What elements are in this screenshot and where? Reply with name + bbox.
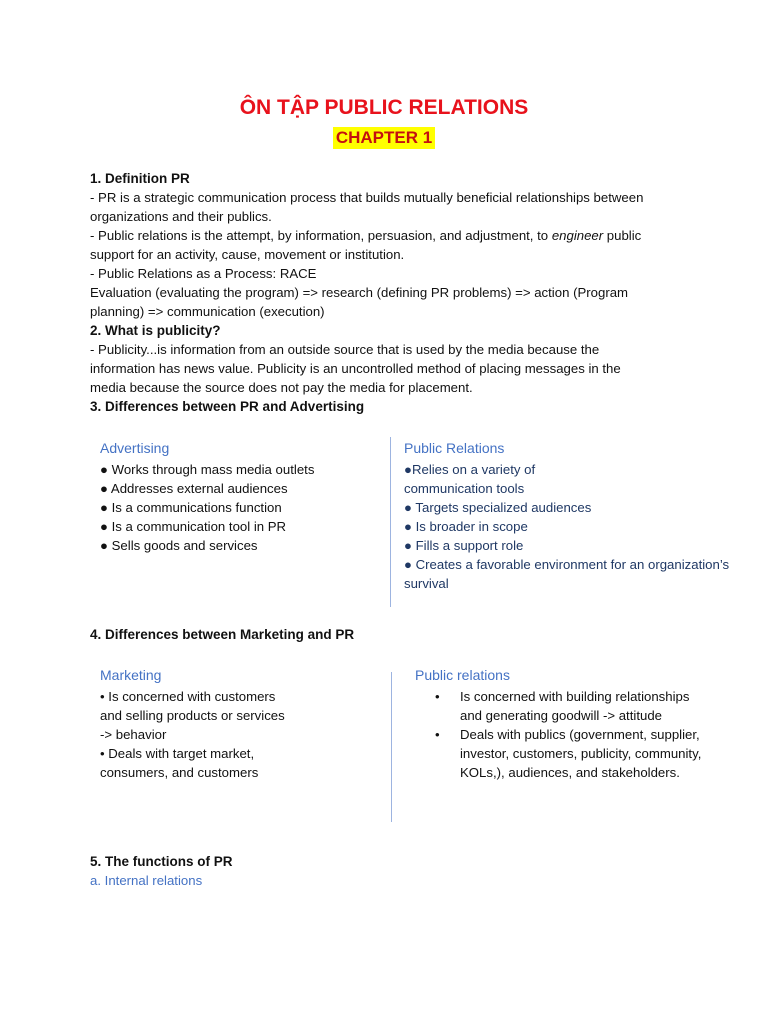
section-heading: 4. Differences between Marketing and PR <box>90 627 355 642</box>
list-item: ● Works through mass media outlets <box>100 462 315 477</box>
text-run: public <box>603 228 642 243</box>
public-relations-column <box>404 439 754 593</box>
bullet-line: investor, customers, publicity, community, <box>460 746 702 761</box>
list-item: ● Creates a favorable environment for an organization’s <box>404 557 730 572</box>
list-item: ● Addresses external audiences <box>100 481 288 496</box>
section-heading: 5. The functions of PR <box>90 854 233 869</box>
list-item: communication tools <box>404 481 525 496</box>
column-title: Public Relations <box>404 440 505 456</box>
bullet-line: • Deals with publics (government, supplier, <box>460 727 700 742</box>
list-item: • Is concerned with customers <box>100 689 276 704</box>
list-item: ● Is a communications function <box>100 500 282 515</box>
list-item: -> behavior <box>100 727 167 742</box>
list-item: ● Is a communication tool in PR <box>100 519 287 534</box>
paragraph-line: information has news value. Publicity is an uncontrolled method of placing messages in the <box>90 361 621 376</box>
bullet-line: KOLs,), audiences, and stakeholders. <box>460 765 680 780</box>
list-item: ● Sells goods and services <box>100 538 258 553</box>
paragraph-line: organizations and their publics. <box>90 209 272 224</box>
section-functions <box>90 852 690 890</box>
section-marketing-vs-pr <box>90 625 690 644</box>
chapter-label: CHAPTER 1 <box>333 127 435 149</box>
section-heading: 1. Definition PR <box>90 171 190 186</box>
column-divider <box>391 672 392 822</box>
paragraph-line: - Publicity...is information from an outside source that is used by the media because the <box>90 342 600 357</box>
list-item: ● Is broader in scope <box>404 519 528 534</box>
paragraph-line: support for an activity, cause, movement or institution. <box>90 247 405 262</box>
list-item: survival <box>404 576 449 591</box>
bullet-item <box>415 687 755 725</box>
paragraph-line: planning) => communication (execution) <box>90 304 325 319</box>
bullet-line: and generating goodwill -> attitude <box>460 708 662 723</box>
list-item: ● Targets specialized audiences <box>404 500 592 515</box>
advertising-column <box>100 439 380 555</box>
paragraph-line: - Public Relations as a Process: RACE <box>90 266 317 281</box>
paragraph-line <box>90 226 690 245</box>
bullet-item <box>415 725 755 782</box>
section-heading: 2. What is publicity? <box>90 323 221 338</box>
column-title: Public relations <box>415 667 510 683</box>
section-pr-vs-advertising <box>90 397 690 416</box>
list-item: ●Relies on a variety of <box>404 462 536 477</box>
paragraph-line: - PR is a strategic communication process that builds mutually beneficial relationships between <box>90 190 644 205</box>
column-title: Marketing <box>100 667 162 683</box>
bullet-line: • Is concerned with building relationships <box>460 689 690 704</box>
paragraph-line: Evaluation (evaluating the program) => research (defining PR problems) => action (Program <box>90 285 629 300</box>
list-item: consumers, and customers <box>100 765 259 780</box>
italic-text: engineer <box>551 228 604 243</box>
column-title: Advertising <box>100 440 170 456</box>
public-relations-marketing-column <box>415 666 755 782</box>
marketing-column <box>100 666 380 782</box>
list-item: • Deals with target market, <box>100 746 255 761</box>
section-heading: 3. Differences between PR and Advertising <box>90 399 365 414</box>
list-item: and selling products or services <box>100 708 285 723</box>
section-publicity <box>90 321 690 397</box>
subsection-heading: a. Internal relations <box>90 873 203 888</box>
list-item: ● Fills a support role <box>404 538 524 553</box>
paragraph-line: media because the source does not pay the media for placement. <box>90 380 473 395</box>
column-divider <box>390 437 391 607</box>
text-run: - Public relations is the attempt, by information, persuasion, and adjustment, to <box>90 228 552 243</box>
chapter-heading-wrap <box>0 127 768 149</box>
section-definition <box>90 169 690 321</box>
document-title: ÔN TẬP PUBLIC RELATIONS <box>239 96 529 119</box>
